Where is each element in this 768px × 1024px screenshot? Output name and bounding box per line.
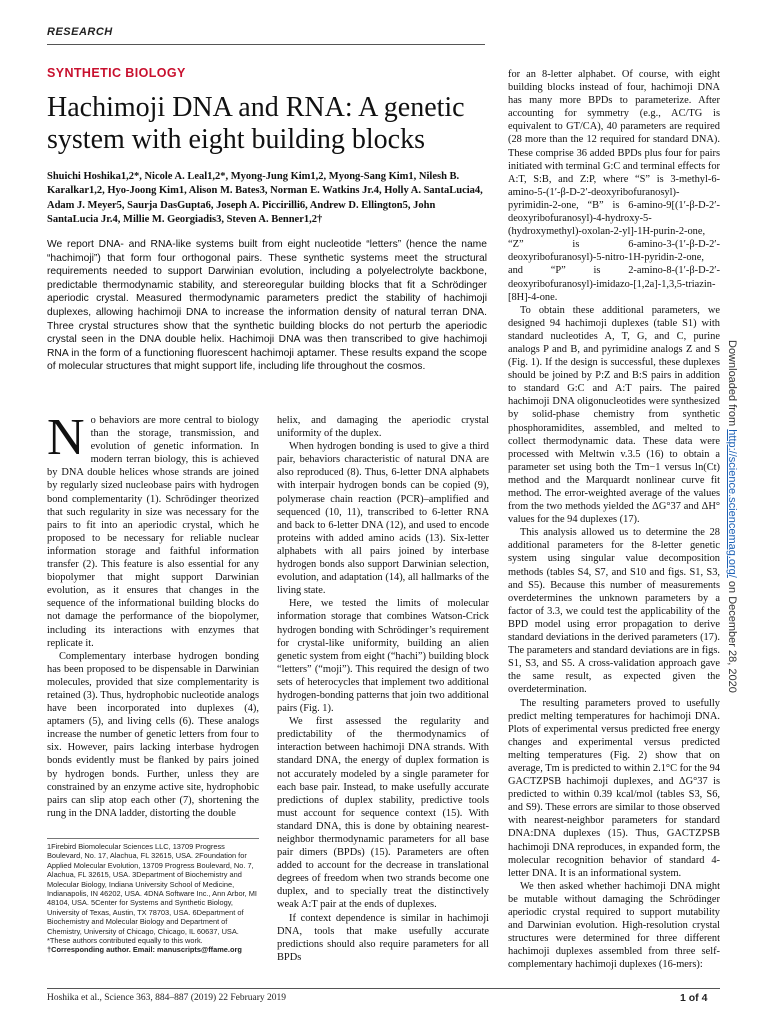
abstract: We report DNA- and RNA-like systems built from eight nucleotide “letters” (hence the name “hachimoji”) that form four orthogonal pairs. These synthetic systems meet the structural requirements needed to support Darwinian evolution, including a polyelectrolyte backbone, predictable thermodynamic stability, and stereoregular building blocks that fit a Schrödinger aperiodic crystal. Measured thermodynamic parameters predict the stability of hachimoji duplexes, allowing hachimoji DNA to increase the information density of natural terran DNA. Three crystal structures show that the synthetic building blocks do not perturb the aperiodic crystal seen in the DNA double helix. Hachimoji DNA was then transcribed to give hachimoji RNA in the form of a functioning fluorescent hachimoji aptamer. These results expand the scope of molecular structures that might support life, including life throughout the cosmos. <box>47 239 487 373</box>
paragraph: for an 8-letter alphabet. Of course, with eight building blocks instead of four, hachimoji DNA has many more BPDs to parameterize. After accounting for symmetry (e.g., AC/TG is equivalent to GT/CA), 40 parameters are required (28 more than the 12 required for standard DNA). These comprise 36 added BPDs plus four for pairs initiated with terminal G:C and terminal effects for A:T, S:B, and Z:P, where “S” is 3-methyl-6-amino-5-(1′-β-D-2′-deoxyribofuranosyl)-pyrimidin-2-one, “B” is 6-amino-9[(1′-β-D-2′-deoxyribofuranosyl)-4-hydroxy-5-(hydroxymethyl)-oxolan-2-yl]-1H-purin-2-one, “Z” is 6-amino-3-(1′-β-D-2′-deoxyribofuranosyl)-5-nitro-1H-pyridin-2-one, and “P” is 2-amino-8-(1′-β-D-2′-deoxyribofuranosyl)-imidazo-[1,2a]-1,3,5-triazin-[8H]-4-one. <box>508 69 720 303</box>
paragraph: We then asked whether hachimoji DNA might be mutable without damaging the Schrödinger aperiodic crystal required to support mutability and Darwinian evolution. High-resolution crystal structures were determined for three different hachimoji duplexes assembled from three self-complementary hachimoji duplexes (16-mers): <box>508 880 720 971</box>
download-note-suffix: on December 28, 2020 <box>726 577 738 693</box>
paragraph: Here, we tested the limits of molecular information storage that combines Watson-Crick hydrogen bonding with Schrödinger’s requirement for crystal-like uniformity, building an alien genetic system from eight (“hachi”) building block “letters” (“moji”). This required the design of two sets of heterocycles that implement two additional hydrogen-bonding patterns that join two additional pairs (Fig. 1). <box>277 598 489 715</box>
article-title: Hachimoji DNA and RNA: A genetic system with eight building blocks <box>47 92 465 155</box>
equal-contribution-note: *These authors contributed equally to this work. <box>47 936 203 946</box>
paragraph: We first assessed the regularity and predictability of the thermodynamics of interaction between hachimoji DNA strands. With standard DNA, the energy of duplex formation is not accurately modeled by a single parameter for each base pair. Instead, to make usefully accurate predictions of duplex stability, predictive tools must account for sequence context (15). With standard DNA, this is done by obtaining nearest-neighbor thermodynamic parameters for all base pair dimers (BPDs) (15). Parameters are often added to account for the decrease in translational degrees of freedom when two strands become one duplex, and to specially treat the distinctively weak A:T pair at the ends of duplexes. <box>277 716 489 911</box>
paragraph: helix, and damaging the aperiodic crystal uniformity of the duplex. <box>277 415 489 440</box>
corresponding-author[interactable]: †Corresponding author. Email: manuscripts@ffame.org <box>47 945 242 955</box>
body-column-3 <box>508 68 720 971</box>
body-column-1 <box>47 409 259 820</box>
page-number: 1 of 4 <box>680 992 708 1004</box>
download-link[interactable]: http://science.sciencemag.org/ <box>726 429 738 578</box>
author-list: Shuichi Hoshika1,2*, Nicole A. Leal1,2*, Myong-Jung Kim1,2, Myong-Sang Kim1, Nilesh B. Karalkar1,2, Hyo-Joong Kim1, Alison M. Bates3, Norman E. Watkins Jr.4, Holly A. SantaLucia4, Adam J. Meyer5, Saurja DasGupta6, Joseph A. Piccirilli6, Andrew D. Ellington5, John SantaLucia Jr.4, Millie M. Georgiadis3, Steven A. Benner1,2† <box>47 171 483 226</box>
paragraph: The resulting parameters proved to usefully predict melting temperatures for hachimoji DNA. Plots of experimental versus predicted free energy changes and experimental versus predicted melting temperatures (Fig. 2) show that on average, Tm is predicted to within 2.1°C for the 94 GACTZPSB hachimoji duplexes, and ΔG°37 is predicted to within 0.39 kcal/mol (tables S3, S6, and S9). These errors are similar to those observed with nearest-neighbor parameters for standard DNA:DNA duplexes (15). Thus, GACTZPSB hachimoji DNA reproduces, in expanded form, the molecular recognition behavior of standard 4-letter DNA. It is an informational system. <box>508 697 721 879</box>
paragraph: When hydrogen bonding is used to give a third pair, behaviors characteristic of natural DNA are also reproduced (8). Thus, 6-letter DNA alphabets with interpair hydrogen bonds can be copied (9), polymerase chain reaction (PCR)–amplified and sequenced (10, 11), transcribed to 6-letter RNA and back to 6-letter DNA (12), and used to encode proteins with added amino acids (13). Six-letter alphabets with all pairs joined by interbase hydrogen bonds also support Darwinian selection, evolution, and adaptation (14), all hallmarks of the living state. <box>277 441 489 597</box>
top-rule <box>47 44 485 45</box>
bottom-rule <box>47 988 720 989</box>
paragraph <box>47 409 259 650</box>
footer-citation: Hoshika et al., Science 363, 884–887 (2019) 22 February 2019 <box>47 993 287 1003</box>
paragraph: Complementary interbase hydrogen bonding has been proposed to be dispensable in Darwinian molecules, provided that size complementarity is retained (3). Thus, hydrophobic nucleotide analogs have been incorporated into duplexes (4), aptamers (5), and living cells (6). These analogs increase the number of genetic letters from four to six. However, pairs lacking interbase hydrogen bonds evidently must be flanked by pairs joined by hydrogen bonds. Further, unless they are constrained by an enzyme active site, hydrophobic pairs can slip atop each other (7), shortening the rung in the DNA ladder, distorting the double <box>47 650 259 819</box>
affiliations <box>47 842 259 955</box>
paragraph-text: o behaviors are more central to biology than the storage, transmission, and evolution of genetic information. In modern terran biology, this is achieved by DNA double helices whose strands are joined by regularly sized nucleobase pairs with hydrogen bond complementarity (1). Schrödinger theorized that such regularity in size was necessary for the pairs to fit into an aperiodic crystal, which he proposed to be necessary for reliable nuclear information storage and faithful information transfer (2). This feature is also essential for any biopolymer that might support Darwinian evolution, as it ensures that changes in the sequence of the informational building blocks do not damage the performance of the biopolymer, including its interactions with enzymes that replicate it. <box>47 415 259 649</box>
affiliation-text: 1Firebird Biomolecular Sciences LLC, 13709 Progress Boulevard, No. 17, Alachua, FL 32615, USA. 2Foundation for Applied Molecular Evolution, 13709 Progress Boulevard, No. 7, Alachua, FL 32615, USA. 3Department of Biochemistry and Molecular Biology, Indiana University School of Medicine, Indianapolis, IN 46202, USA. 4DNA Software Inc., Ann Arbor, MI 48104, USA. 5Center for Systems and Synthetic Biology, University of Texas, Austin, TX 78703, USA. 6Department of Biochemistry and Molecular Biology and Department of Chemistry, University of Chicago, Chicago, IL 60637, USA. <box>47 842 257 936</box>
drop-cap: N <box>47 409 85 466</box>
section-tag: SYNTHETIC BIOLOGY <box>47 66 186 80</box>
body-column-2 <box>277 414 489 964</box>
journal-section-label: RESEARCH <box>47 26 113 38</box>
paragraph: To obtain these additional parameters, we designed 94 hachimoji duplexes (table S1) with standard nucleotides A, T, G, and C, purine analogs P and B, and pyrimidine analogs Z and S (Fig. 1). If the design is successful, these duplexes should be joined by P:Z and B:S pairs in addition to standard G:C and A:T pairs. The paired hachimoji DNA oligonucleotides were synthesized by solid-phase chemistry from synthetic phosphoramidites, assembled, and melted to collect thermodynamic data. These data were processed with Meltwin v.3.5 (16) to obtain a parameter set using both the Tm−1 versus ln(Ct) method and the Marquardt nonlinear curve fit method. The error-weighted average of the values from the two methods yielded the ΔG°37 and ΔH° values for the 94 duplexes (17). <box>508 304 720 526</box>
affiliations-rule <box>47 838 259 839</box>
paragraph: This analysis allowed us to determine the 28 additional parameters for the 8-letter genetic system using singular value decomposition methods (tables S4, S7, and S10 and figs. S1, S3, and S5). Because this number of measurements overdetermines the unknown parameters by a factor of 3.3, we could test the applicability of the BPD model using error propagation to derive standard deviations in the derived parameters (17). The parameters and standard deviations are in figs. S1, S3, and S5. A cross-validation approach gave the same result, as expected given the overdetermination. <box>508 527 720 696</box>
paragraph: If context dependence is similar in hachimoji DNA, tools that make usefully accurate predictions should also require parameters for all BPDs <box>277 912 489 963</box>
download-note <box>722 340 738 700</box>
download-note-prefix: Downloaded from <box>726 340 738 430</box>
